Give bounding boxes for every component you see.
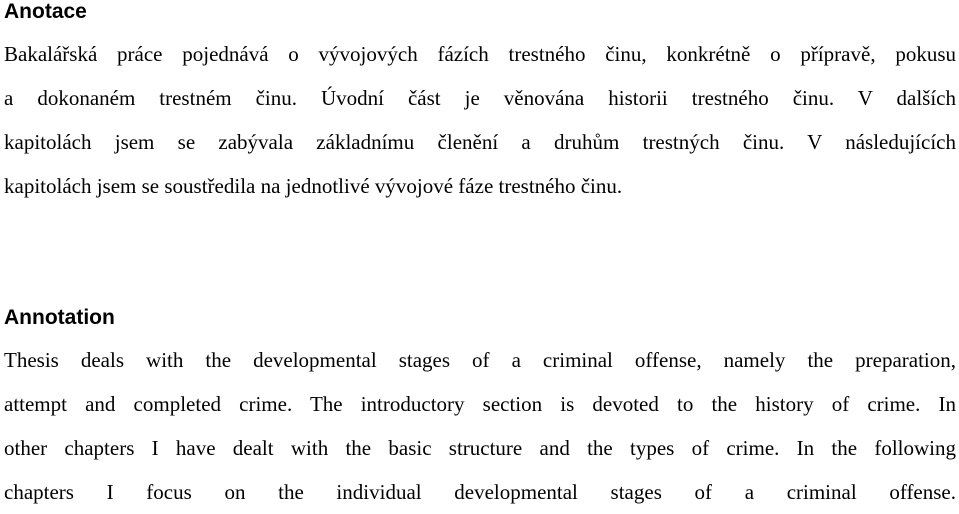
czech-abstract <box>4 32 956 208</box>
czech-line-1: Bakalářská práce pojednává o vývojových fázích trestného činu, konkrétně o přípravě, pokusu <box>4 42 956 66</box>
czech-line-3: kapitolách jsem se zabývala základnímu členění a druhům trestných činu. V následujících <box>4 130 956 154</box>
english-line-1: Thesis deals with the developmental stages of a criminal offense, namely the preparation, <box>4 348 956 372</box>
czech-line-4: kapitolách jsem se soustředila na jednotlivé vývojové fáze trestného činu. <box>4 174 623 198</box>
english-line-4: chapters I focus on the individual developmental stages of a criminal offense. <box>4 480 956 504</box>
english-line-2: attempt and completed crime. The introductory section is devoted to the history of crime. In <box>4 392 956 416</box>
czech-heading: Anotace <box>4 0 87 23</box>
czech-line-2: a dokonaném trestném činu. Úvodní část je věnována historii trestného činu. V dalších <box>4 86 956 110</box>
english-line-3: other chapters I have dealt with the basic structure and the types of crime. In the following <box>4 436 956 460</box>
english-abstract <box>4 338 956 514</box>
english-heading: Annotation <box>4 306 115 329</box>
